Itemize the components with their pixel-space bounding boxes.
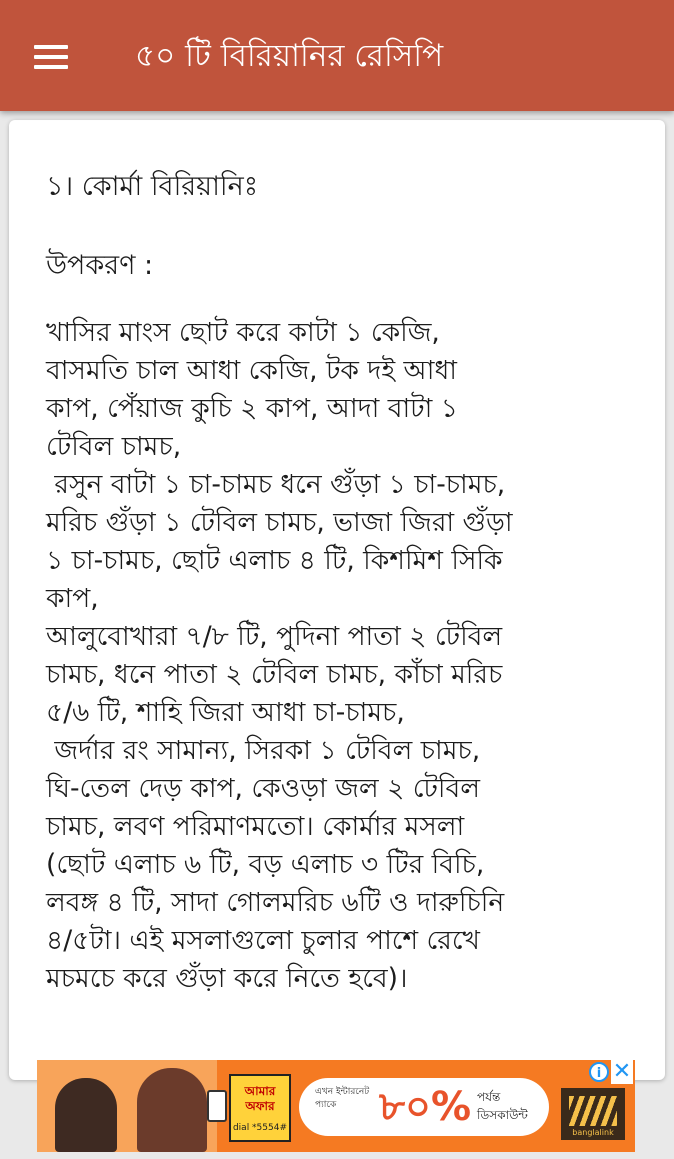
ingredients-line: টেবিল চামচ, (46, 431, 182, 462)
app-title: ৫০ টি বিরিয়ানির রেসিপি (135, 38, 444, 74)
ingredients-line: কাপ, (46, 583, 99, 614)
ingredients-text (46, 314, 646, 998)
ad-offer-logo (229, 1074, 291, 1142)
ad-person-image (55, 1078, 117, 1152)
ad-logo-text: আমার অফার (244, 1084, 276, 1113)
ad-close-icon[interactable]: ✕ (612, 1060, 632, 1084)
ad-offer-side-line-2: ডিসকাউন্ট (477, 1108, 528, 1122)
ad-brand-logo (561, 1088, 625, 1140)
ad-banner[interactable] (37, 1060, 635, 1152)
menu-bar-bottom (34, 65, 68, 69)
ad-info-icon[interactable]: i (589, 1062, 609, 1082)
ad-brand-name: banglalink (572, 1128, 614, 1137)
ingredients-line: আলুবোখারা ৭/৮ টি, পুদিনা পাতা ২ টেবিল (46, 621, 503, 652)
ingredients-line: লবঙ্গ ৪ টি, সাদা গোলমরিচ ৬টি ও দারুচিনি (46, 887, 505, 918)
recipe-card (9, 120, 665, 1080)
ingredients-line: ১ চা-চামচ, ছোট এলাচ ৪ টি, কিশমিশ সিকি (46, 545, 503, 576)
ad-offer-small-text: এখন ইন্টারনেট প্যাকে (315, 1087, 370, 1110)
ingredients-line: জর্দার রং সামান্য, সিরকা ১ টেবিল চামচ, (46, 735, 481, 766)
ingredients-line: রসুন বাটা ১ চা-চামচ ধনে গুঁড়া ১ চা-চামচ, (46, 469, 506, 500)
ingredients-line: ঘি-তেল দেড় কাপ, কেওড়া জল ২ টেবিল (46, 773, 481, 804)
ingredients-line: ৫/৬ টি, শাহি জিরা আধা চা-চামচ, (46, 697, 405, 728)
hamburger-menu-icon[interactable] (22, 30, 78, 82)
ingredients-line: চামচ, ধনে পাতা ২ টেবিল চামচ, কাঁচা মরিচ (46, 659, 503, 690)
ad-offer-percent: ৮০% (379, 1084, 472, 1130)
ingredients-line: চামচ, লবণ পরিমাণমতো। কোর্মার মসলা (46, 811, 465, 842)
ingredients-heading: উপকরণ : (46, 250, 154, 281)
ad-offer-pill (299, 1078, 549, 1136)
ad-offer-side-line-1: পর্যন্ত (477, 1090, 501, 1104)
ingredients-line: মচমচে করে গুঁড়া করে নিতে হবে)। (46, 963, 408, 994)
ingredients-line: (ছোট এলাচ ৬ টি, বড় এলাচ ৩ টির বিচি, (46, 849, 485, 880)
brand-stripes-icon (569, 1096, 617, 1126)
app-bar (0, 0, 674, 111)
ingredients-line: ৪/৫টা। এই মসলাগুলো চুলার পাশে রেখে (46, 925, 480, 956)
recipe-title: ১। কোর্মা বিরিয়ানিঃ (46, 171, 259, 202)
ingredients-line: খাসির মাংস ছোট করে কাটা ১ কেজি, (46, 317, 440, 348)
menu-bar-middle (34, 55, 68, 59)
ingredients-line: বাসমতি চাল আধা কেজি, টক দই আধা (46, 355, 457, 386)
ad-offer-side-text (477, 1088, 528, 1124)
ingredients-line: মরিচ গুঁড়া ১ টেবিল চামচ, ভাজা জিরা গুঁড়া (46, 507, 513, 538)
ingredients-line: কাপ, পেঁয়াজ কুচি ২ কাপ, আদা বাটা ১ (46, 393, 458, 424)
ad-person-image (137, 1068, 207, 1152)
menu-bar-top (34, 45, 68, 49)
ad-people-image (37, 1060, 217, 1152)
phone-icon (207, 1090, 227, 1122)
ad-logo-sub: dial *5554# (232, 1123, 288, 1133)
